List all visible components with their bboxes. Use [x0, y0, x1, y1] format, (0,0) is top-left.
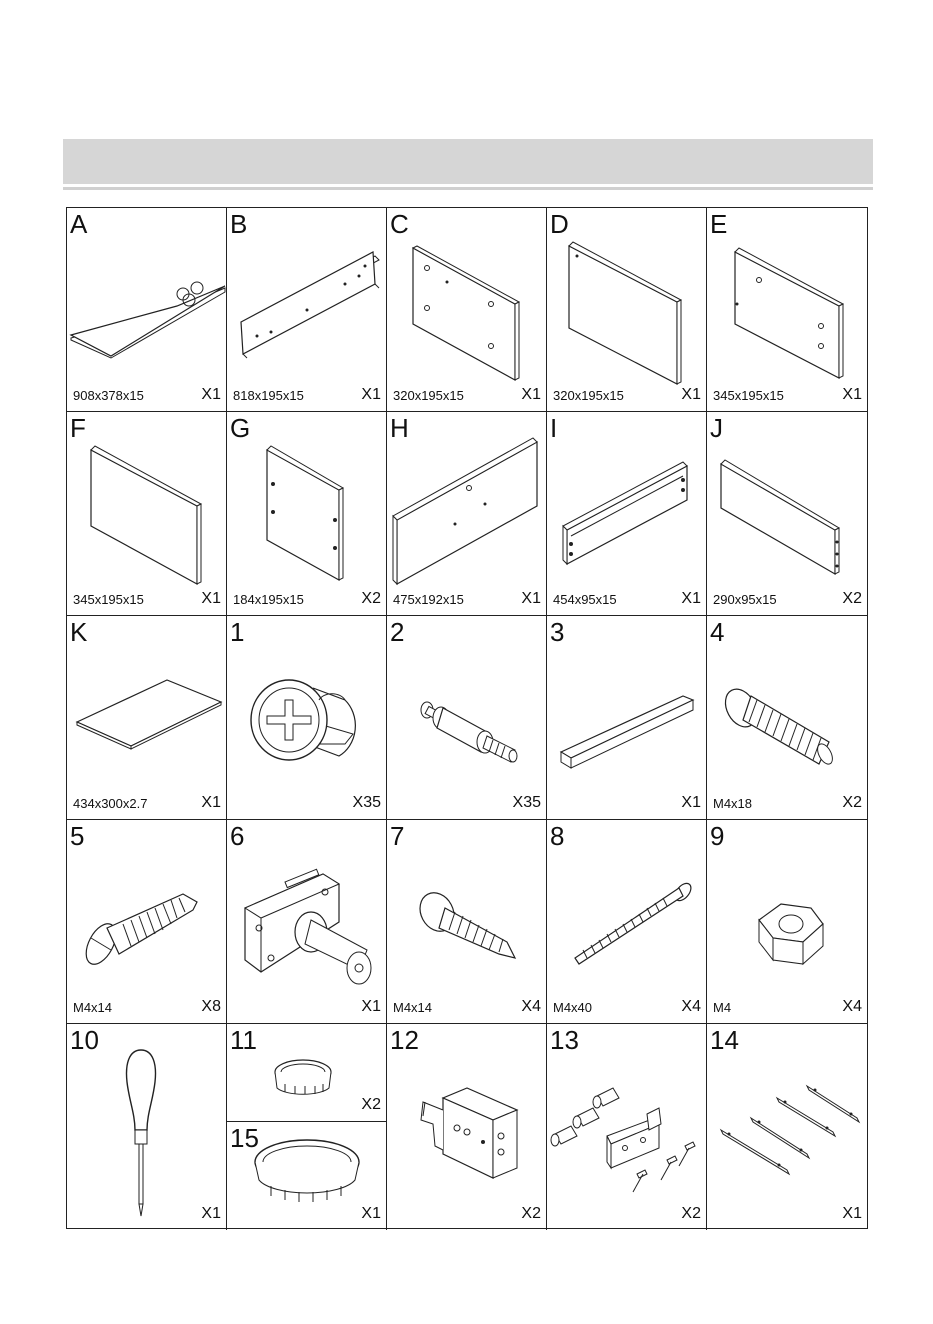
- part-H-cell: [387, 412, 547, 616]
- hardware-dimensions: M4x14: [73, 1000, 113, 1015]
- part-dimensions: 345x195x15: [713, 388, 784, 403]
- hardware-label: 10: [70, 1025, 99, 1055]
- part-label: F: [70, 413, 86, 443]
- side-panel-icon: [387, 208, 547, 412]
- part-quantity: X1: [201, 590, 221, 607]
- hardware-label: 12: [390, 1025, 419, 1055]
- drawer-lock-icon: [227, 820, 387, 1024]
- wood-strip-icon: [547, 616, 707, 820]
- back-panel-icon: [387, 412, 547, 616]
- hex-nut-icon: [707, 820, 867, 1024]
- hardware-label: 1: [230, 617, 245, 647]
- hardware-quantity: X2: [521, 1205, 541, 1222]
- part-label: B: [230, 209, 248, 239]
- part-G-cell: [227, 412, 387, 616]
- part-dimensions: 908x378x15: [73, 388, 144, 403]
- part-F-cell: [67, 412, 227, 616]
- hardware-11-cell: [227, 1024, 387, 1122]
- hardware-14-cell: [707, 1024, 867, 1230]
- hardware-7-cell: [387, 820, 547, 1024]
- part-dimensions: 290x95x15: [713, 592, 777, 607]
- part-quantity: X1: [681, 590, 701, 607]
- hardware-label: 3: [550, 617, 565, 647]
- part-label: G: [230, 413, 251, 443]
- part-quantity: X1: [681, 386, 701, 403]
- hardware-quantity: X1: [201, 1205, 221, 1222]
- part-quantity: X2: [361, 590, 381, 607]
- hardware-9-cell: [707, 820, 867, 1024]
- hardware-label: 15: [230, 1123, 259, 1153]
- part-label: K: [70, 617, 88, 647]
- hardware-15-cell: [227, 1122, 387, 1230]
- hardware-label: 4: [710, 617, 725, 647]
- part-quantity: X1: [521, 386, 541, 403]
- narrow-board-icon: [707, 412, 867, 616]
- hardware-dimensions: M4x18: [713, 796, 753, 811]
- part-label: J: [710, 413, 723, 443]
- hardware-label: 6: [230, 821, 245, 851]
- hardware-5-cell: [67, 820, 227, 1024]
- part-A-cell: [67, 208, 227, 412]
- narrow-rail-icon: [547, 412, 707, 616]
- part-label: D: [550, 209, 569, 239]
- part-label: E: [710, 209, 728, 239]
- hardware-dimensions: M4x40: [553, 1000, 593, 1015]
- hardware-quantity: X4: [521, 998, 541, 1015]
- part-dimensions: 320x195x15: [553, 388, 624, 403]
- part-label: I: [550, 413, 558, 443]
- hardware-label: 11: [230, 1025, 257, 1055]
- hardware-quantity: X1: [681, 794, 701, 811]
- hardware-dimensions: M4: [713, 1000, 732, 1015]
- part-B-cell: [227, 208, 387, 412]
- part-quantity: X1: [842, 386, 862, 403]
- part-dimensions: 818x195x15: [233, 388, 304, 403]
- part-label: C: [390, 209, 409, 239]
- hardware-quantity: X8: [201, 998, 221, 1015]
- hardware-dimensions: M4x14: [393, 1000, 433, 1015]
- hardware-quantity: X35: [352, 794, 381, 811]
- side-panel-icon: [707, 208, 867, 412]
- hardware-quantity: X2: [361, 1096, 381, 1113]
- part-quantity: X1: [361, 386, 381, 403]
- hardware-quantity: X2: [681, 1205, 701, 1222]
- hardware-label: 14: [710, 1025, 739, 1055]
- plain-panel-icon: [67, 412, 227, 616]
- long-panel-icon: [227, 208, 387, 412]
- hardware-quantity: X1: [361, 998, 381, 1015]
- part-dimensions: 475x192x15: [393, 592, 464, 607]
- part-quantity: X2: [842, 590, 862, 607]
- hardware-label: 2: [390, 617, 405, 647]
- hardware-quantity: X35: [512, 794, 541, 811]
- hardware-quantity: X4: [681, 998, 701, 1015]
- hardware-6-cell: [227, 820, 387, 1024]
- hardware-label: 7: [390, 821, 405, 851]
- hardware-label: 8: [550, 821, 565, 851]
- hardware-label: 9: [710, 821, 725, 851]
- hardware-2-cell: [387, 616, 547, 820]
- part-dimensions: 454x95x15: [553, 592, 617, 607]
- hardware-1-cell: [227, 616, 387, 820]
- part-dimensions: 434x300x2.7: [73, 796, 148, 811]
- hardware-quantity: X2: [842, 794, 862, 811]
- hardware-label: 5: [70, 821, 85, 851]
- part-dimensions: 345x195x15: [73, 592, 144, 607]
- long-bolt-icon: [547, 820, 707, 1024]
- hardware-8-cell: [547, 820, 707, 1024]
- countersunk-screw-icon: [67, 820, 227, 1024]
- part-label: A: [70, 209, 88, 239]
- hardware-label: 13: [550, 1025, 579, 1055]
- part-dimensions: 320x195x15: [393, 388, 464, 403]
- hardware-4-cell: [707, 616, 867, 820]
- thin-sheet-icon: [67, 616, 227, 820]
- hardware-quantity: X1: [361, 1205, 381, 1222]
- hardware-quantity: X1: [842, 1205, 862, 1222]
- part-E-cell: [707, 208, 867, 412]
- part-dimensions: 184x195x15: [233, 592, 304, 607]
- part-D-cell: [547, 208, 707, 412]
- part-quantity: X1: [521, 590, 541, 607]
- machine-screw-icon: [707, 616, 867, 820]
- pan-head-screw-icon: [387, 820, 547, 1024]
- part-I-cell: [547, 412, 707, 616]
- cam-bolt-icon: [387, 616, 547, 820]
- part-C-cell: [387, 208, 547, 412]
- hardware-quantity: X4: [842, 998, 862, 1015]
- hardware-3-cell: [547, 616, 707, 820]
- small-panel-icon: [227, 412, 387, 616]
- hardware-12-cell: [387, 1024, 547, 1230]
- part-quantity: X1: [201, 386, 221, 403]
- part-quantity: X1: [201, 794, 221, 811]
- panel-with-holes-icon: [67, 208, 227, 412]
- plain-panel-icon: [547, 208, 707, 412]
- banner-divider: [63, 187, 873, 190]
- section-banner: [63, 139, 873, 184]
- part-J-cell: [707, 412, 867, 616]
- cam-lock-icon: [227, 616, 387, 820]
- part-K-cell: [67, 616, 227, 820]
- hardware-13-cell: [547, 1024, 707, 1230]
- part-label: H: [390, 413, 409, 443]
- parts-list-grid: [66, 207, 868, 1229]
- hardware-10-cell: [67, 1024, 227, 1230]
